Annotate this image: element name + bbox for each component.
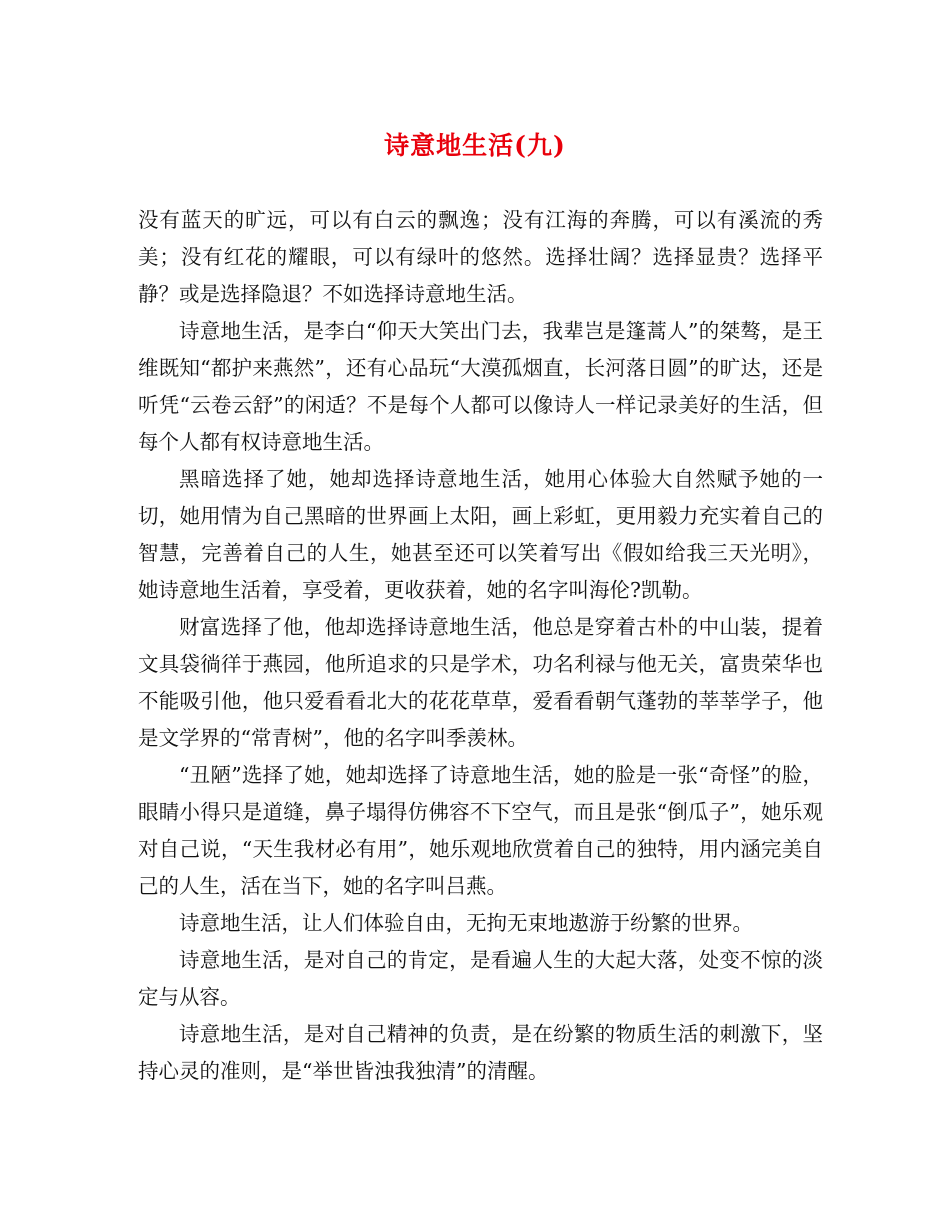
paragraph-6: 诗意地生活，让人们体验自由，无拘无束地遨游于纷繁的世界。 xyxy=(179,911,753,935)
paragraph-5: “丑陋”选择了她，她却选择了诗意地生活，她的脸是一张“奇怪”的脸，眼睛小得只是道缝，鼻子塌得仿佛容不下空气，而且是张“倒瓜子”，她乐观对自己说，“天生我材必有用”，她乐观地欣赏着自己的独特，用内涵完美自己的人生，活在当下，她的名字叫吕燕。 xyxy=(138,763,823,898)
paragraph-1: 没有蓝天的旷远，可以有白云的飘逸；没有江海的奔腾，可以有溪流的秀美；没有红花的耀眼，可以有绿叶的悠然。选择壮阔？选择显贵？选择平静？或是选择隐退？不如选择诗意地生活。 xyxy=(138,208,823,306)
paragraph-2: 诗意地生活，是李白“仰天大笑出门去，我辈岂是篷蒿人”的桀骜，是王维既知“都护来燕然”，还有心品玩“大漠孤烟直，长河落日圆”的旷达，还是听凭“云卷云舒”的闲适？不是每个人都可以像诗人一样记录美好的生活，但每个人都有权诗意地生活。 xyxy=(138,319,823,454)
paragraph-4: 财富选择了他，他却选择诗意地生活，他总是穿着古朴的中山装，提着文具袋徜徉于燕园，他所追求的只是学术，功名利禄与他无关，富贵荣华也不能吸引他，他只爱看看北大的花花草草，爱看看朝气蓬勃的莘莘学子，他是文学界的“常青树”，他的名字叫季羡林。 xyxy=(138,615,823,750)
paragraph-7: 诗意地生活，是对自己的肯定，是看遍人生的大起大落，处变不惊的淡定与从容。 xyxy=(138,948,823,1009)
paragraph-3: 黑暗选择了她，她却选择诗意地生活，她用心体验大自然赋予她的一切，她用情为自己黑暗的世界画上太阳，画上彩虹，更用毅力充实着自己的智慧，完善着自己的人生，她甚至还可以笑着写出《假如给我三天光明》，她诗意地生活着，享受着，更收获着，她的名字叫海伦?凯勒。 xyxy=(138,467,823,602)
page-title: 诗意地生活(九) xyxy=(384,131,566,160)
article-body xyxy=(138,202,823,1090)
paragraph-8: 诗意地生活，是对自己精神的负责，是在纷繁的物质生活的刺激下，坚持心灵的准则，是“举世皆浊我独清”的清醒。 xyxy=(138,1022,823,1083)
